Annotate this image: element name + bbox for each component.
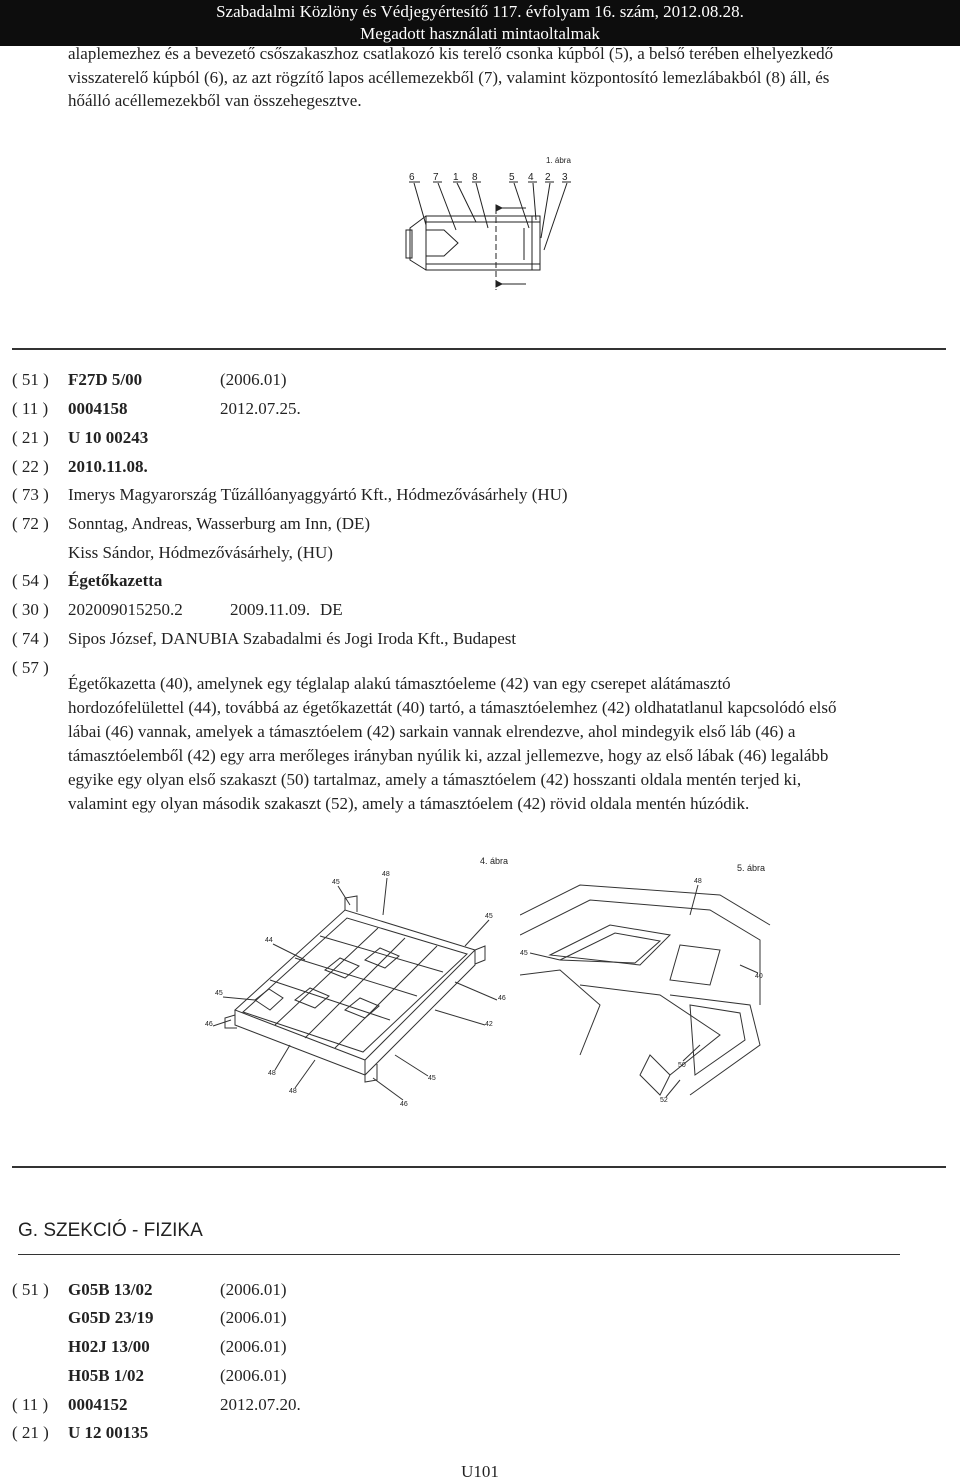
field-code: ( 22 ) (12, 457, 49, 476)
holder: Imerys Magyarország Tűzállóanyaggyártó Kft., Hódmezővásárhely (HU) (68, 485, 568, 504)
abstract-line: valamint egy olyan második szakaszt (52), amely a támasztóelem (42) rövid oldala mentén húzódik. (68, 794, 750, 813)
figure-1-number: 1 (453, 172, 459, 183)
figure-5-label: 40 (755, 973, 763, 980)
figure-4-label: 45 (215, 990, 223, 997)
field-code: ( 72 ) (12, 514, 49, 533)
ipc-version: (2006.01) (220, 1308, 287, 1327)
figure-4-label: 48 (289, 1088, 297, 1095)
figure-1-number: 4 (528, 172, 534, 183)
ipc-version: (2006.01) (220, 1280, 287, 1299)
figure-4-label: 42 (485, 1021, 493, 1028)
figure-4-label: 45 (428, 1075, 436, 1082)
priority-number: 202009015250.2 (68, 600, 183, 619)
ipc-version: (2006.01) (220, 370, 287, 389)
section-title: G. SZEKCIÓ - FIZIKA (18, 1220, 203, 1241)
ipc-version: (2006.01) (220, 1337, 287, 1356)
patent-number: 0004158 (68, 399, 128, 418)
intro-line: hőálló acéllemezekből van összehegesztve. (68, 91, 362, 110)
field-code: ( 11 ) (12, 399, 49, 418)
figure-1-number: 2 (545, 172, 551, 183)
separator-line (12, 348, 946, 350)
abstract (68, 672, 938, 816)
application-number: U 10 00243 (68, 428, 149, 447)
abstract-line: Égetőkazetta (40), amelynek egy téglalap alakú támasztóeleme (42) van egy cserepet alátámasztó (68, 674, 731, 693)
field-code: ( 74 ) (12, 629, 49, 648)
patent-number: 0004152 (68, 1395, 128, 1414)
intro-line: visszaterelő kúpból (6), az azt rögzítő lapos acéllemezekből (7), valamint központosító lemezlábakból (8) áll, és (68, 67, 830, 87)
field-code: ( 11 ) (12, 1395, 49, 1414)
field-51 (12, 370, 49, 390)
figure-5-label: 50 (678, 1062, 686, 1069)
figure-1-number: 6 (409, 172, 415, 183)
figure-1-drawing (396, 150, 586, 300)
figure-4-label: 46 (400, 1101, 408, 1108)
figure-5-label: 52 (660, 1097, 668, 1104)
patent-date: 2012.07.25. (220, 399, 301, 418)
figure-5-drawing (520, 855, 780, 1110)
field-code: ( 73 ) (12, 485, 49, 504)
figure-4-label: 46 (498, 995, 506, 1002)
page-header (0, 0, 960, 46)
ipc-code: G05B 13/02 (68, 1280, 153, 1299)
field-code: ( 21 ) (12, 428, 49, 447)
figure-1-caption: 1. ábra (546, 156, 571, 165)
figure-4-drawing (195, 850, 525, 1110)
field-code: ( 54 ) (12, 571, 49, 590)
figure-1-number: 8 (472, 172, 478, 183)
figure-4-label: 44 (265, 937, 273, 944)
figure-4-label: 46 (205, 1021, 213, 1028)
figure-1-number: 5 (509, 172, 515, 183)
separator-line (12, 1166, 946, 1168)
ipc-code: H02J 13/00 (68, 1337, 150, 1356)
ipc-version: (2006.01) (220, 1366, 287, 1385)
invention-title: Égetőkazetta (68, 571, 163, 590)
ipc-code: F27D 5/00 (68, 370, 143, 389)
ipc-code: G05D 23/19 (68, 1308, 154, 1327)
field-code: ( 30 ) (12, 600, 49, 619)
journal-title: Szabadalmi Közlöny és Védjegyértesítő 117. évfolyam 16. szám, 2012.08.28. (216, 2, 744, 21)
intro-paragraph (68, 42, 908, 113)
application-number: U 12 00135 (68, 1423, 149, 1442)
figure-4-caption: 4. ábra (480, 856, 509, 866)
ipc-code: H05B 1/02 (68, 1366, 145, 1385)
figure-4-label: 45 (485, 913, 493, 920)
figure-4-label: 48 (382, 871, 390, 878)
figure-5-caption: 5. ábra (737, 863, 766, 873)
field-code: ( 57 ) (12, 658, 49, 677)
abstract-line: hordozófelülettel (44), továbbá az égetőkazettát (40) tartó, a támasztóelemhez (42) oldhatatlanul kapcsolódó első (68, 698, 837, 717)
figure-1-number: 3 (562, 172, 568, 183)
priority-country: DE (320, 600, 343, 619)
figure-5-label: 45 (520, 950, 528, 957)
priority-date: 2009.11.09. (230, 600, 311, 619)
inventor: Kiss Sándor, Hódmezővásárhely, (HU) (68, 543, 333, 562)
intro-line: alaplemezhez és a bevezető csőszakaszhoz csatlakozó kis terelő csonka kúpból (5), a belső terében elhelyezkedő (68, 44, 834, 63)
figure-4-label: 48 (268, 1070, 276, 1077)
inventor: Sonntag, Andreas, Wasserburg am Inn, (DE) (68, 514, 371, 533)
filing-date: 2010.11.08. (68, 457, 148, 476)
abstract-line: támasztóelemből (42) egy arra merőleges irányban nyúlik ki, azzal jellemezve, hogy az első lábak (46) legalább (68, 746, 829, 765)
representative: Sipos József, DANUBIA Szabadalmi és Jogi Iroda Kft., Budapest (68, 629, 517, 648)
abstract-line: egyike egy olyan első szakaszt (50) tartalmaz, amely a támasztóelem (42) hosszanti oldala mentén terjed ki, (68, 770, 802, 789)
patent-date: 2012.07.20. (220, 1395, 301, 1414)
field-code: ( 21 ) (12, 1423, 49, 1442)
figure-1-number: 7 (433, 172, 439, 183)
section-underline (18, 1254, 900, 1255)
field-code: ( 51 ) (12, 370, 49, 389)
section-subtitle: Megadott használati mintaoltalmak (360, 24, 600, 43)
figure-5-label: 48 (694, 878, 702, 885)
field-code: ( 51 ) (12, 1280, 49, 1299)
figure-4-label: 45 (332, 879, 340, 886)
abstract-line: lábai (46) vannak, amelyek a támasztóelem (42) sarkain vannak elrendezve, ahol mindegyik első láb (46) a (68, 722, 796, 741)
page-number: U101 (461, 1462, 499, 1481)
